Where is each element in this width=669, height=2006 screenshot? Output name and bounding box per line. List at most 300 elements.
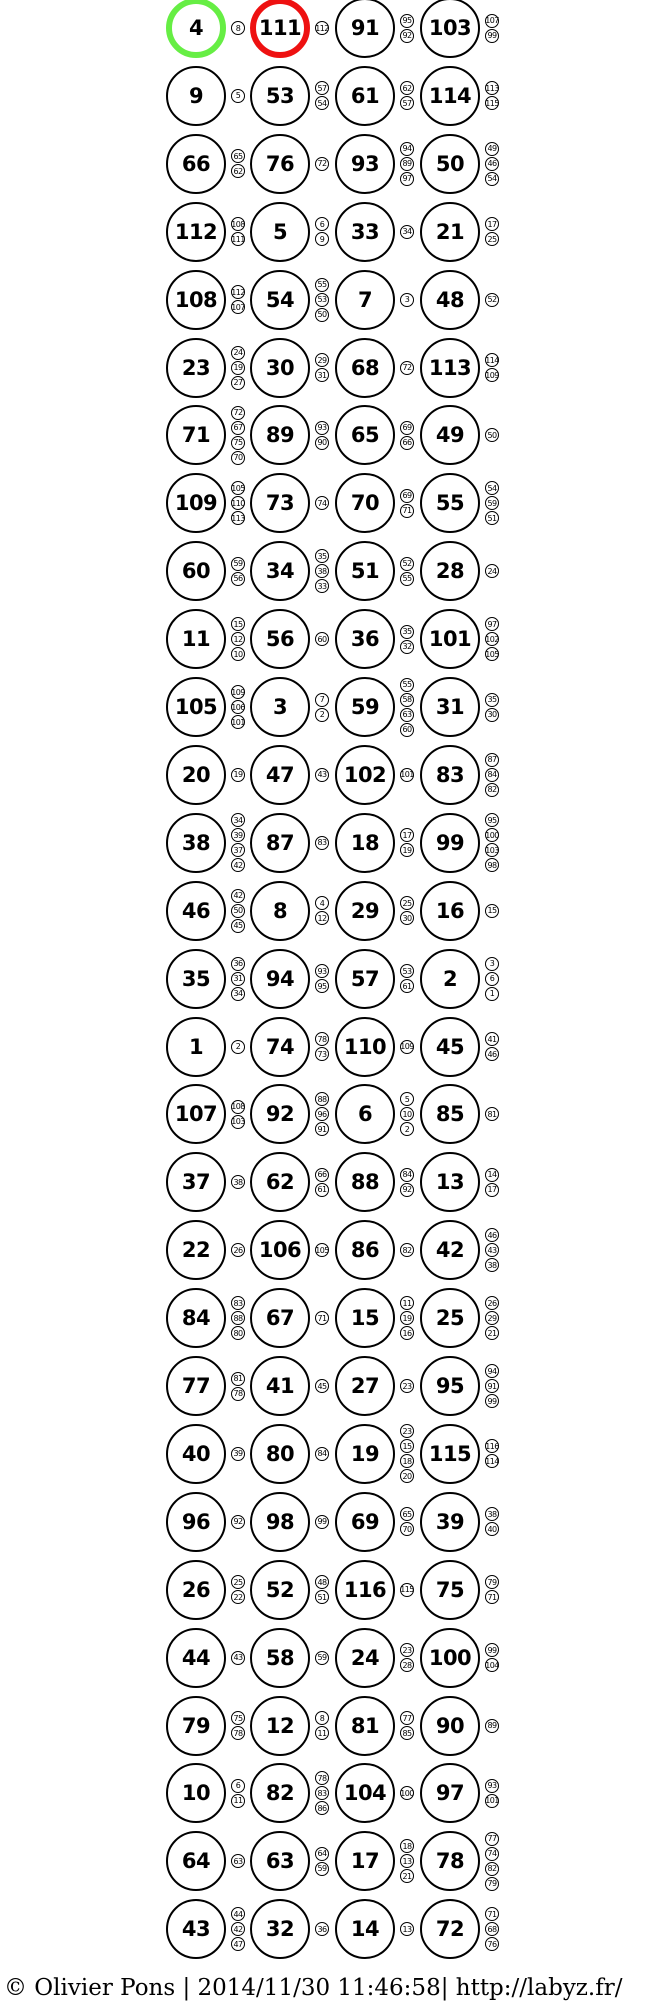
maze-cell[interactable]: 16 [420, 881, 480, 941]
link-badge: 79 [485, 1575, 499, 1589]
maze-cell[interactable]: 50 [420, 134, 480, 194]
link-badge: 42 [231, 858, 245, 872]
maze-cell[interactable]: 82 [250, 1763, 310, 1823]
link-badge: 39 [231, 828, 245, 842]
maze-cell[interactable]: 11 [166, 609, 226, 669]
maze-cell[interactable]: 37 [166, 1152, 226, 1212]
link-badge: 75 [231, 436, 245, 450]
link-badge: 112 [231, 285, 245, 299]
link-badge: 34 [400, 225, 414, 239]
maze-cell[interactable]: 52 [250, 1560, 310, 1620]
maze-cell[interactable]: 87 [250, 813, 310, 873]
link-badge: 3 [485, 957, 499, 971]
link-badge: 66 [400, 436, 414, 450]
maze-cell[interactable]: 106 [250, 1220, 310, 1280]
link-badge: 74 [315, 496, 329, 510]
link-badge: 64 [315, 1847, 329, 1861]
link-badge: 83 [315, 1786, 329, 1800]
maze-cell[interactable]: 98 [250, 1492, 310, 1552]
link-badge: 25 [231, 1575, 245, 1589]
maze-cell[interactable]: 5 [250, 202, 310, 262]
link-badge: 92 [400, 1183, 414, 1197]
maze-cell[interactable]: 3 [250, 677, 310, 737]
maze-cell[interactable]: 79 [166, 1696, 226, 1756]
link-badge: 55 [315, 278, 329, 292]
link-badge: 27 [231, 376, 245, 390]
maze-cell[interactable]: 23 [166, 338, 226, 398]
maze-cell[interactable]: 10 [166, 1763, 226, 1823]
link-badge: 55 [400, 572, 414, 586]
link-badge: 77 [485, 1832, 499, 1846]
maze-cell[interactable]: 18 [335, 813, 395, 873]
link-badge: 6 [485, 972, 499, 986]
maze-cell[interactable]: 39 [420, 1492, 480, 1552]
link-badge: 26 [485, 1296, 499, 1310]
link-badge: 108 [231, 1100, 245, 1114]
maze-cell[interactable]: 51 [335, 541, 395, 601]
link-badge: 43 [231, 1651, 245, 1665]
link-badge: 14 [485, 1168, 499, 1182]
link-badge: 21 [400, 1869, 414, 1883]
link-badge: 104 [485, 1658, 499, 1672]
link-badge: 78 [315, 1771, 329, 1785]
link-badge: 93 [485, 1779, 499, 1793]
link-badge: 101 [485, 1794, 499, 1808]
link-badge: 99 [485, 1643, 499, 1657]
maze-cell[interactable]: 32 [250, 1899, 310, 1959]
link-badge: 17 [485, 1183, 499, 1197]
link-badge: 97 [400, 172, 414, 186]
link-badge: 107 [231, 300, 245, 314]
link-badge: 25 [485, 232, 499, 246]
maze-cell[interactable]: 26 [166, 1560, 226, 1620]
maze-cell[interactable]: 75 [420, 1560, 480, 1620]
maze-cell[interactable]: 53 [250, 66, 310, 126]
link-badge: 91 [315, 1122, 329, 1136]
link-badge: 23 [400, 1424, 414, 1438]
link-badge: 113 [485, 81, 499, 95]
maze-cell[interactable]: 100 [420, 1628, 480, 1688]
link-badge: 109 [400, 1040, 414, 1054]
goal-cell[interactable]: 111 [250, 0, 310, 58]
link-badge: 72 [400, 361, 414, 375]
maze-cell[interactable]: 65 [335, 405, 395, 465]
maze-cell[interactable]: 105 [166, 677, 226, 737]
link-badge: 109 [485, 368, 499, 382]
link-badge: 81 [485, 1107, 499, 1121]
link-badge: 53 [400, 964, 414, 978]
maze-cell[interactable]: 58 [250, 1628, 310, 1688]
maze-cell[interactable]: 40 [166, 1424, 226, 1484]
link-badge: 52 [400, 557, 414, 571]
maze-cell[interactable]: 77 [166, 1356, 226, 1416]
link-badge: 11 [231, 1794, 245, 1808]
link-badge: 103 [231, 1115, 245, 1129]
maze-cell[interactable]: 29 [335, 881, 395, 941]
link-badge: 46 [485, 1047, 499, 1061]
link-badge: 88 [231, 1311, 245, 1325]
maze-cell[interactable]: 109 [166, 473, 226, 533]
link-badge: 2 [400, 1122, 414, 1136]
link-badge: 60 [400, 723, 414, 737]
link-badge: 5 [231, 89, 245, 103]
link-badge: 91 [485, 1379, 499, 1393]
link-badge: 24 [231, 346, 245, 360]
link-badge: 100 [485, 828, 499, 842]
link-badge: 59 [231, 557, 245, 571]
link-badge: 75 [231, 1711, 245, 1725]
link-badge: 115 [400, 1583, 414, 1597]
link-badge: 6 [315, 217, 329, 231]
maze-cell[interactable]: 46 [166, 881, 226, 941]
link-badge: 92 [231, 1515, 245, 1529]
link-badge: 98 [485, 858, 499, 872]
link-badge: 22 [231, 1590, 245, 1604]
maze-cell[interactable]: 60 [166, 541, 226, 601]
start-cell[interactable]: 4 [166, 0, 226, 58]
link-badge: 93 [315, 421, 329, 435]
maze-cell[interactable]: 59 [335, 677, 395, 737]
maze-cell[interactable]: 73 [250, 473, 310, 533]
link-badge: 19 [400, 843, 414, 857]
link-badge: 15 [400, 1439, 414, 1453]
link-badge: 38 [485, 1258, 499, 1272]
link-badge: 63 [400, 708, 414, 722]
link-badge: 95 [315, 979, 329, 993]
maze-cell[interactable]: 12 [250, 1696, 310, 1756]
maze-cell[interactable]: 102 [335, 745, 395, 805]
maze-cell[interactable]: 17 [335, 1831, 395, 1891]
link-badge: 110 [231, 496, 245, 510]
link-badge: 8 [231, 21, 245, 35]
maze-cell[interactable]: 57 [335, 949, 395, 1009]
maze-cell[interactable]: 69 [335, 1492, 395, 1552]
link-badge: 54 [485, 172, 499, 186]
link-badge: 12 [231, 632, 245, 646]
link-badge: 18 [400, 1839, 414, 1853]
maze-cell[interactable]: 1 [166, 1017, 226, 1077]
link-badge: 60 [315, 632, 329, 646]
link-badge: 83 [315, 836, 329, 850]
link-badge: 111 [231, 232, 245, 246]
link-badge: 2 [315, 708, 329, 722]
maze-cell[interactable]: 64 [166, 1831, 226, 1891]
maze-cell[interactable]: 71 [166, 405, 226, 465]
link-badge: 84 [400, 1168, 414, 1182]
maze-cell[interactable]: 74 [250, 1017, 310, 1077]
maze-cell[interactable]: 103 [420, 0, 480, 58]
link-badge: 35 [315, 549, 329, 563]
maze-cell[interactable]: 70 [335, 473, 395, 533]
link-badge: 46 [485, 157, 499, 171]
link-badge: 86 [315, 1801, 329, 1815]
link-badge: 47 [231, 1937, 245, 1951]
link-badge: 13 [400, 1922, 414, 1936]
link-badge: 82 [400, 1243, 414, 1257]
link-badge: 79 [485, 1877, 499, 1891]
link-badge: 10 [231, 647, 245, 661]
link-badge: 31 [315, 368, 329, 382]
link-badge: 3 [400, 293, 414, 307]
link-badge: 35 [485, 693, 499, 707]
link-badge: 95 [400, 14, 414, 28]
link-badge: 89 [485, 1719, 499, 1733]
maze-cell[interactable]: 20 [166, 745, 226, 805]
maze-cell[interactable]: 42 [420, 1220, 480, 1280]
link-badge: 19 [231, 768, 245, 782]
link-badge: 66 [315, 1168, 329, 1182]
link-badge: 4 [315, 896, 329, 910]
link-badge: 18 [400, 1454, 414, 1468]
maze-cell[interactable]: 13 [420, 1152, 480, 1212]
link-badge: 13 [400, 1854, 414, 1868]
maze-cell[interactable]: 108 [166, 270, 226, 330]
maze-cell[interactable]: 107 [166, 1084, 226, 1144]
maze-cell[interactable]: 62 [250, 1152, 310, 1212]
link-badge: 21 [485, 1326, 499, 1340]
maze-cell[interactable]: 83 [420, 745, 480, 805]
maze-cell[interactable]: 54 [250, 270, 310, 330]
maze-cell[interactable]: 91 [335, 0, 395, 58]
maze-cell[interactable]: 27 [335, 1356, 395, 1416]
maze-cell[interactable]: 88 [335, 1152, 395, 1212]
maze-cell[interactable]: 104 [335, 1763, 395, 1823]
link-badge: 43 [315, 768, 329, 782]
link-badge: 71 [485, 1907, 499, 1921]
link-badge: 50 [485, 428, 499, 442]
maze-cell[interactable]: 112 [166, 202, 226, 262]
link-badge: 71 [315, 1311, 329, 1325]
link-badge: 29 [485, 1311, 499, 1325]
link-badge: 92 [400, 29, 414, 43]
maze-cell[interactable]: 92 [250, 1084, 310, 1144]
maze-cell[interactable]: 22 [166, 1220, 226, 1280]
link-badge: 99 [485, 1394, 499, 1408]
maze-cell[interactable]: 115 [420, 1424, 480, 1484]
maze-cell[interactable]: 61 [335, 66, 395, 126]
copyright-footer: © Olivier Pons | 2014/11/30 11:46:58| http://labyz.fr/ [4, 1975, 623, 2001]
link-badge: 94 [485, 1364, 499, 1378]
link-badge: 99 [315, 1515, 329, 1529]
link-badge: 37 [231, 843, 245, 857]
maze-cell[interactable]: 43 [166, 1899, 226, 1959]
link-badge: 65 [231, 149, 245, 163]
link-badge: 106 [231, 700, 245, 714]
link-badge: 103 [485, 843, 499, 857]
link-badge: 74 [485, 1847, 499, 1861]
link-badge: 89 [400, 157, 414, 171]
maze-cell[interactable]: 31 [420, 677, 480, 737]
link-badge: 112 [315, 21, 329, 35]
maze-cell[interactable]: 63 [250, 1831, 310, 1891]
link-badge: 78 [315, 1032, 329, 1046]
link-badge: 105 [231, 481, 245, 495]
maze-cell[interactable]: 89 [250, 405, 310, 465]
link-badge: 82 [485, 1862, 499, 1876]
link-badge: 35 [400, 625, 414, 639]
maze-cell[interactable]: 99 [420, 813, 480, 873]
link-badge: 53 [315, 293, 329, 307]
maze-cell[interactable]: 38 [166, 813, 226, 873]
link-badge: 50 [315, 308, 329, 322]
link-badge: 108 [231, 217, 245, 231]
maze-cell[interactable]: 81 [335, 1696, 395, 1756]
link-badge: 30 [400, 911, 414, 925]
maze-cell[interactable]: 48 [420, 270, 480, 330]
link-badge: 38 [231, 1175, 245, 1189]
link-badge: 85 [400, 1726, 414, 1740]
link-badge: 34 [231, 813, 245, 827]
link-badge: 51 [485, 511, 499, 525]
link-badge: 45 [231, 919, 245, 933]
maze-cell[interactable]: 95 [420, 1356, 480, 1416]
maze-cell[interactable]: 96 [166, 1492, 226, 1552]
maze-cell[interactable]: 6 [335, 1084, 395, 1144]
maze-cell[interactable]: 45 [420, 1017, 480, 1077]
link-badge: 12 [315, 911, 329, 925]
link-badge: 59 [485, 496, 499, 510]
maze-cell[interactable]: 36 [335, 609, 395, 669]
link-badge: 68 [485, 1922, 499, 1936]
link-badge: 105 [315, 1243, 329, 1257]
link-badge: 90 [315, 436, 329, 450]
maze-cell[interactable]: 15 [335, 1288, 395, 1348]
link-badge: 82 [485, 783, 499, 797]
maze-cell[interactable]: 101 [420, 609, 480, 669]
link-badge: 41 [485, 1032, 499, 1046]
maze-cell[interactable]: 97 [420, 1763, 480, 1823]
maze-cell[interactable]: 55 [420, 473, 480, 533]
link-badge: 93 [315, 964, 329, 978]
link-badge: 17 [485, 217, 499, 231]
maze-cell[interactable]: 35 [166, 949, 226, 1009]
link-badge: 84 [315, 1447, 329, 1461]
link-badge: 97 [485, 617, 499, 631]
link-badge: 56 [231, 572, 245, 586]
link-badge: 20 [400, 1469, 414, 1483]
link-badge: 58 [400, 693, 414, 707]
link-badge: 33 [315, 579, 329, 593]
link-badge: 61 [315, 1183, 329, 1197]
maze-cell[interactable]: 85 [420, 1084, 480, 1144]
maze-cell[interactable]: 72 [420, 1899, 480, 1959]
link-badge: 116 [485, 1439, 499, 1453]
maze-cell[interactable]: 24 [335, 1628, 395, 1688]
link-badge: 62 [400, 81, 414, 95]
maze-cell[interactable]: 113 [420, 338, 480, 398]
maze-cell[interactable]: 19 [335, 1424, 395, 1484]
maze-cell[interactable]: 2 [420, 949, 480, 1009]
link-badge: 11 [400, 1296, 414, 1310]
maze-cell[interactable]: 76 [250, 134, 310, 194]
link-badge: 76 [485, 1937, 499, 1951]
link-badge: 43 [485, 1243, 499, 1257]
maze-cell[interactable]: 28 [420, 541, 480, 601]
link-badge: 67 [231, 421, 245, 435]
maze-cell[interactable]: 47 [250, 745, 310, 805]
link-badge: 54 [315, 96, 329, 110]
maze-cell[interactable]: 8 [250, 881, 310, 941]
link-badge: 77 [400, 1711, 414, 1725]
link-badge: 100 [400, 1786, 414, 1800]
maze-cell[interactable]: 14 [335, 1899, 395, 1959]
link-badge: 8 [315, 1711, 329, 1725]
maze-cell[interactable]: 94 [250, 949, 310, 1009]
link-badge: 71 [485, 1590, 499, 1604]
link-badge: 109 [231, 685, 245, 699]
maze-cell[interactable]: 33 [335, 202, 395, 262]
maze-cell[interactable]: 78 [420, 1831, 480, 1891]
link-badge: 36 [315, 1922, 329, 1936]
link-badge: 25 [400, 896, 414, 910]
link-badge: 107 [485, 14, 499, 28]
maze-cell[interactable]: 114 [420, 66, 480, 126]
link-badge: 9 [315, 232, 329, 246]
link-badge: 17 [400, 828, 414, 842]
link-badge: 34 [231, 987, 245, 1001]
link-badge: 94 [400, 142, 414, 156]
link-badge: 57 [400, 96, 414, 110]
maze-cell[interactable]: 9 [166, 66, 226, 126]
maze-cell[interactable]: 110 [335, 1017, 395, 1077]
maze-cell[interactable]: 116 [335, 1560, 395, 1620]
link-badge: 38 [315, 564, 329, 578]
maze-cell[interactable]: 67 [250, 1288, 310, 1348]
maze-cell[interactable]: 84 [166, 1288, 226, 1348]
link-badge: 45 [315, 1379, 329, 1393]
link-badge: 29 [315, 353, 329, 367]
maze-cell[interactable]: 21 [420, 202, 480, 262]
link-badge: 72 [231, 406, 245, 420]
link-badge: 113 [231, 511, 245, 525]
link-badge: 46 [485, 1228, 499, 1242]
maze-cell[interactable]: 80 [250, 1424, 310, 1484]
link-badge: 83 [231, 1296, 245, 1310]
link-badge: 78 [231, 1387, 245, 1401]
maze-cell[interactable]: 56 [250, 609, 310, 669]
link-badge: 36 [231, 957, 245, 971]
maze-cell[interactable]: 30 [250, 338, 310, 398]
maze-cell[interactable]: 93 [335, 134, 395, 194]
link-badge: 28 [400, 1658, 414, 1672]
link-badge: 80 [231, 1326, 245, 1340]
maze-cell[interactable]: 7 [335, 270, 395, 330]
link-badge: 49 [485, 142, 499, 156]
link-badge: 16 [400, 1326, 414, 1340]
maze-cell[interactable]: 44 [166, 1628, 226, 1688]
maze-cell[interactable]: 66 [166, 134, 226, 194]
maze-cell[interactable]: 34 [250, 541, 310, 601]
link-badge: 59 [315, 1651, 329, 1665]
link-badge: 69 [400, 421, 414, 435]
link-badge: 51 [315, 1590, 329, 1604]
maze-cell[interactable]: 86 [335, 1220, 395, 1280]
maze-cell[interactable]: 49 [420, 405, 480, 465]
link-badge: 48 [315, 1575, 329, 1589]
link-badge: 65 [400, 1507, 414, 1521]
link-badge: 73 [315, 1047, 329, 1061]
maze-cell[interactable]: 41 [250, 1356, 310, 1416]
maze-cell[interactable]: 68 [335, 338, 395, 398]
link-badge: 26 [231, 1243, 245, 1257]
link-badge: 101 [400, 768, 414, 782]
maze-cell[interactable]: 25 [420, 1288, 480, 1348]
maze-cell[interactable]: 90 [420, 1696, 480, 1756]
link-badge: 23 [400, 1643, 414, 1657]
link-badge: 99 [485, 29, 499, 43]
link-badge: 114 [485, 353, 499, 367]
link-badge: 114 [485, 1454, 499, 1468]
